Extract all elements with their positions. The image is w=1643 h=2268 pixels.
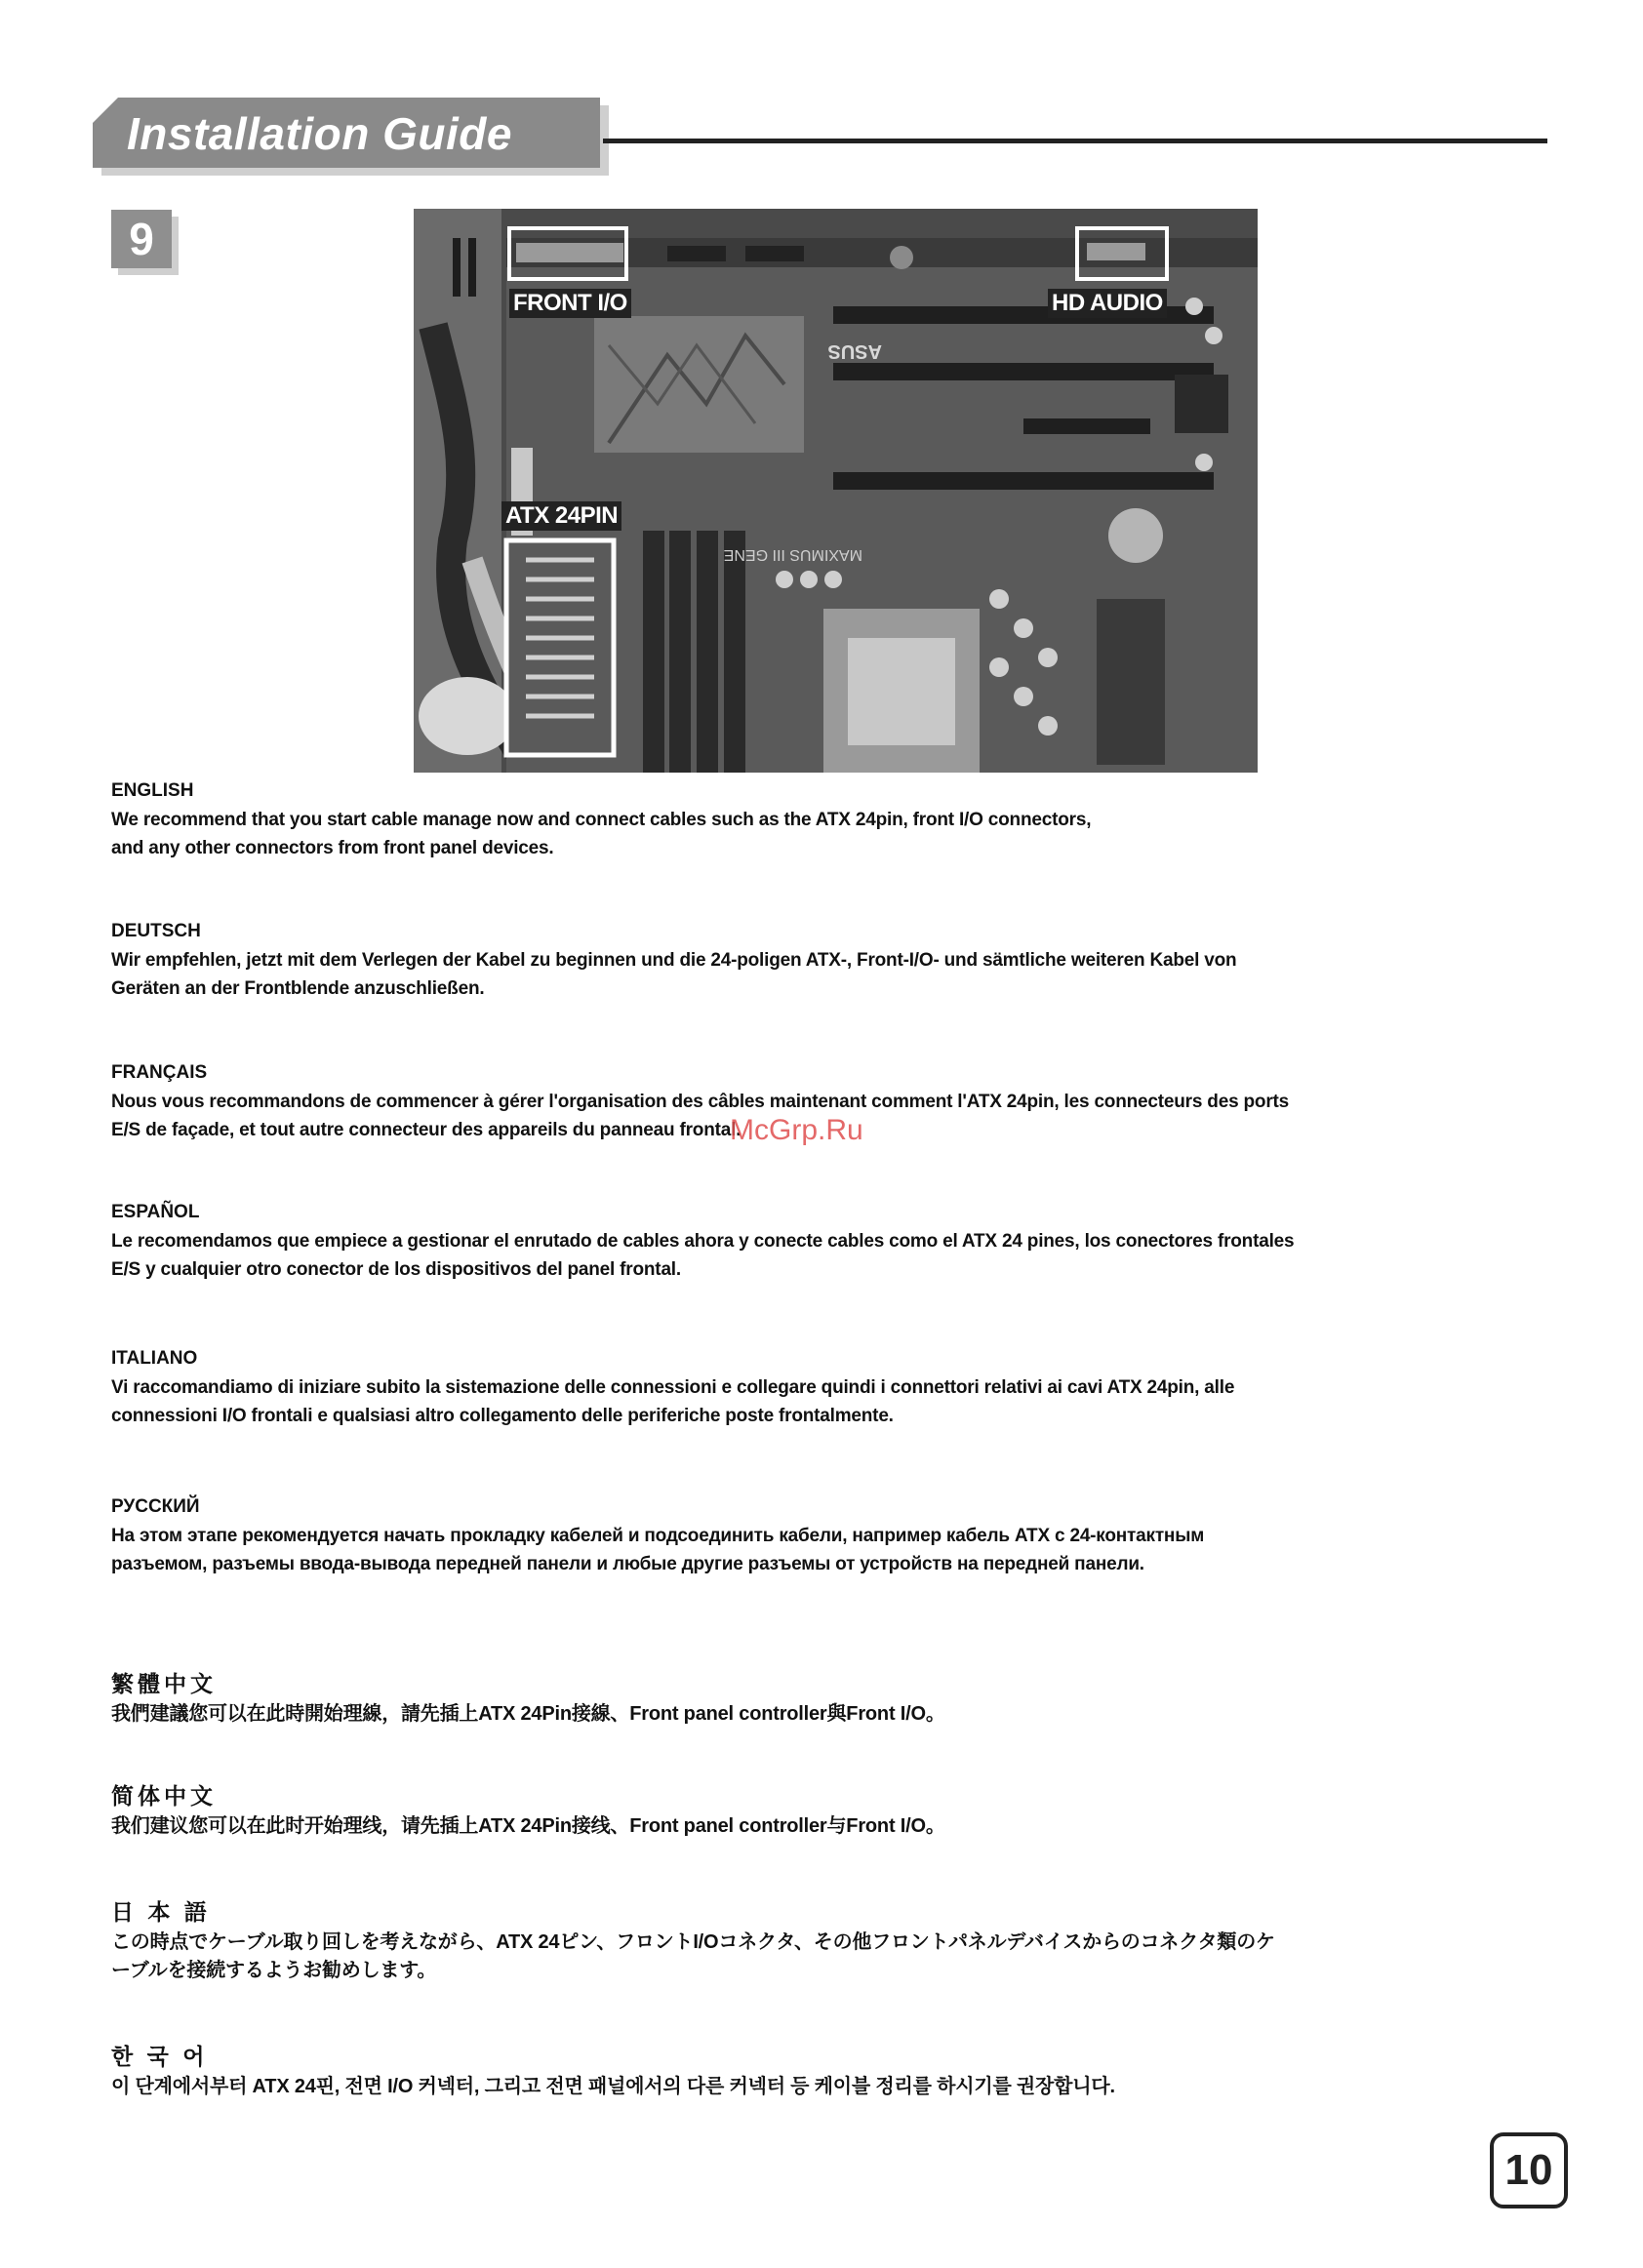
- page-number: 10: [1490, 2132, 1568, 2208]
- section-traditional-chinese: [111, 1666, 1545, 1729]
- section-text: 我们建议您可以在此时开始理线，请先插上ATX 24Pin接线、Front panel controller与Front I/O。: [111, 1815, 945, 1837]
- section-simplified-chinese: [111, 1778, 1545, 1841]
- section-heading: 日 本 語: [111, 1899, 211, 1925]
- section-text: 我們建議您可以在此時開始理線，請先插上ATX 24Pin接線、Front panel controller與Front I/O。: [111, 1703, 945, 1725]
- section-text: 이 단계에서부터 ATX 24핀, 전면 I/O 커넥터, 그리고 전면 패널에서의 다른 커넥터 등 케이블 정리를 하시기를 권장합니다.: [111, 2076, 1115, 2097]
- hd-audio-callout: HD AUDIO: [1048, 289, 1167, 318]
- section-heading: ESPAÑOL: [111, 1202, 200, 1222]
- page-title: Installation Guide: [127, 108, 512, 159]
- section-heading: ITALIANO: [111, 1348, 198, 1369]
- motherboard-photo: [414, 209, 1258, 773]
- header-rule: [603, 139, 1547, 143]
- board-model-text: MAXIMUS III GENE: [723, 546, 862, 563]
- section-english: [111, 780, 1545, 862]
- section-text: この時点でケーブル取り回しを考えながら、ATX 24ピン、フロントI/Oコネクタ、その他フロントパネルデバイスからのコネクタ類のケ ーブルを接続するようお勧めします。: [111, 1931, 1275, 1981]
- section-heading: РУССКИЙ: [111, 1496, 200, 1517]
- section-italiano: [111, 1348, 1545, 1430]
- section-japanese: [111, 1894, 1545, 1985]
- section-deutsch: [111, 921, 1545, 1003]
- section-heading: 한 국 어: [111, 2044, 209, 2069]
- section-korean: [111, 2039, 1545, 2101]
- section-espanol: [111, 1202, 1545, 1284]
- front-io-callout: FRONT I/O: [509, 289, 631, 318]
- step-number: 9: [111, 210, 172, 268]
- section-text: We recommend that you start cable manage now and connect cables such as the ATX 24pin, front I/O connectors, and any other connectors from front panel devices.: [111, 810, 1092, 858]
- section-text: Le recomendamos que empiece a gestionar el enrutado de cables ahora y conecte cables como el ATX 24 pines, los conectores frontales E/S y cualquier otro conector de los dispositivos del panel frontal.: [111, 1231, 1295, 1280]
- watermark: McGrp.Ru: [730, 1114, 863, 1146]
- board-brand-text: ASUS: [827, 340, 882, 362]
- section-text: Wir empfehlen, jetzt mit dem Verlegen der Kabel zu beginnen und die 24-poligen ATX-, Front-I/O- und sämtliche weiteren Kabel von Geräten an der Frontblende anzuschließen.: [111, 950, 1237, 999]
- section-text: Nous vous recommandons de commencer à gérer l'organisation des câbles maintenant comment l'ATX 24pin, les connecteurs des ports E/S de façade, et tout autre connecteur des appareils du panneau frontal.: [111, 1092, 1290, 1140]
- section-heading: ENGLISH: [111, 780, 194, 801]
- section-russian: [111, 1496, 1545, 1578]
- section-text: Vi raccomandiamo di iniziare subito la sistemazione delle connessioni e collegare quindi i connettori relativi ai cavi ATX 24pin, alle connessioni I/O frontali e qualsiasi altro collegamento delle periferiche poste frontalmente.: [111, 1377, 1235, 1426]
- section-heading: FRANÇAIS: [111, 1062, 208, 1083]
- atx-24pin-callout: ATX 24PIN: [501, 501, 621, 531]
- section-heading: 简体中文: [111, 1783, 217, 1809]
- section-heading: DEUTSCH: [111, 921, 201, 941]
- section-heading: 繁體中文: [111, 1671, 217, 1696]
- section-text: На этом этапе рекомендуется начать прокладку кабелей и подсоединить кабели, например кабель ATX с 24-контактным разъемом, разъемы ввода-вывода передней панели и любые другие разъемы от устройств на передней панели.: [111, 1526, 1205, 1574]
